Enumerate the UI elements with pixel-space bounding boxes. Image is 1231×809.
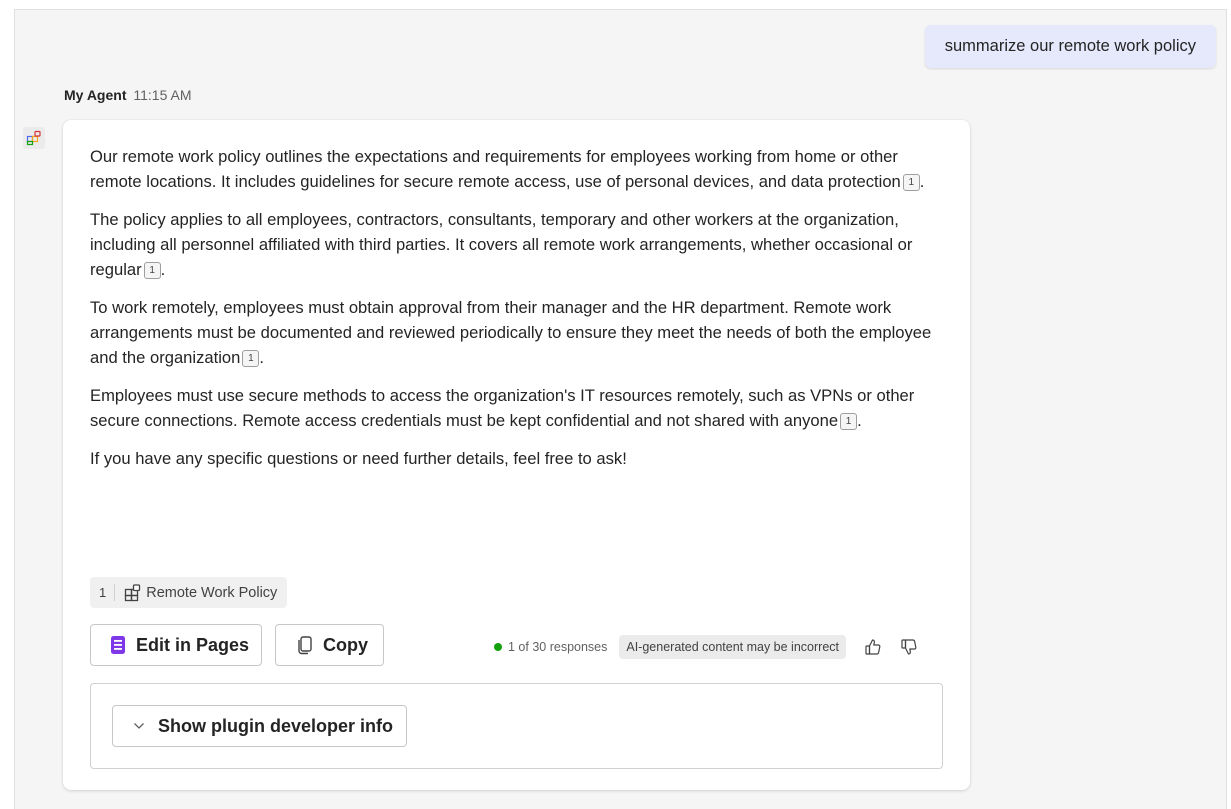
citation-marker[interactable]: 1: [903, 174, 920, 191]
reference-title: Remote Work Policy: [146, 584, 278, 601]
agent-name: My Agent: [64, 87, 127, 103]
paragraph-text: Employees must use secure methods to access the organization's IT resources remotely, such as VPNs or other secure connections. Remote access credentials must be kept confidential and not shared with anyone: [90, 386, 915, 430]
message-time: 11:15 AM: [133, 87, 192, 103]
copy-button[interactable]: [275, 624, 384, 666]
chat-pane: [14, 9, 1227, 809]
response-paragraph: [90, 295, 943, 370]
user-message-bubble: [925, 25, 1216, 68]
agent-avatar-icon: [23, 127, 45, 149]
response-paragraph: [90, 144, 943, 194]
paragraph-tail: .: [857, 411, 862, 430]
response-paragraph: [90, 446, 943, 471]
copy-label: Copy: [323, 634, 368, 655]
paragraph-text: If you have any specific questions or need further details, feel free to ask!: [90, 449, 627, 468]
sender-line: [64, 87, 192, 103]
paragraph-text: Our remote work policy outlines the expectations and requirements for employees working from home or other remote locations. It includes guidelines for secure remote access, use of personal devices, and data protection: [90, 147, 901, 191]
chevron-down-icon: [133, 722, 145, 730]
paragraph-text: To work remotely, employees must obtain approval from their manager and the HR department. Remote work arrangements must be documented and reviewed periodically to ensure they meet the needs of both the employee and the organization: [90, 298, 932, 367]
reference-chip[interactable]: [90, 577, 287, 608]
thumbs-up-icon[interactable]: [862, 636, 884, 658]
copy-icon: [297, 635, 313, 655]
agent-response-card: [63, 120, 970, 790]
pages-icon: [110, 635, 126, 655]
response-paragraph: [90, 207, 943, 282]
plugin-developer-panel: [90, 683, 943, 769]
user-message-text: summarize our remote work policy: [944, 37, 1196, 55]
response-meta: [494, 635, 920, 659]
response-paragraph: [90, 383, 943, 433]
thumbs-down-icon[interactable]: [898, 636, 920, 658]
document-grid-icon: [124, 584, 142, 602]
paragraph-tail: .: [259, 348, 265, 367]
citation-marker[interactable]: 1: [144, 262, 161, 279]
citation-marker[interactable]: 1: [840, 413, 857, 430]
developer-info-label: Show plugin developer info: [158, 715, 394, 736]
ai-disclaimer-badge: AI-generated content may be incorrect: [619, 635, 846, 659]
edit-label: Edit in Pages: [136, 634, 250, 655]
edit-in-pages-button[interactable]: [90, 624, 262, 666]
responses-count: 1 of 30 responses: [508, 640, 608, 654]
paragraph-text: The policy applies to all employees, contractors, consultants, temporary and other workers at the organization, including all personnel affiliated with third parties. It covers all remote work arrangements, whether occasional or regular: [90, 210, 913, 279]
citation-marker[interactable]: 1: [242, 350, 259, 367]
reference-number: 1: [90, 584, 115, 601]
status-dot-icon: [494, 643, 502, 651]
paragraph-tail: .: [160, 260, 166, 279]
paragraph-tail: .: [919, 172, 925, 191]
show-developer-info-button[interactable]: [112, 705, 407, 747]
